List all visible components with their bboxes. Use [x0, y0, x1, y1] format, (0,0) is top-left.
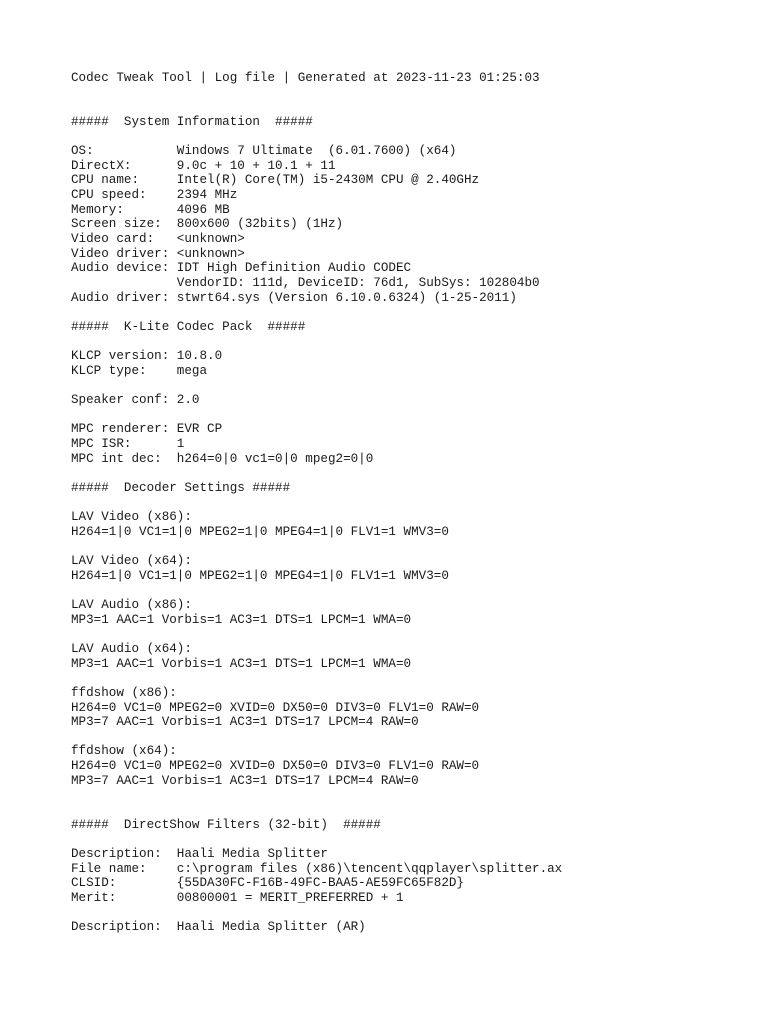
log-line: File name: c:\program files (x86)\tencent\qqplayer\splitter.ax [71, 861, 563, 876]
log-line: ##### System Information ##### [71, 114, 313, 129]
log-line: Merit: 00800001 = MERIT_PREFERRED + 1 [71, 890, 404, 905]
log-line: H264=1|0 VC1=1|0 MPEG2=1|0 MPEG4=1|0 FLV1=1 WMV3=0 [71, 524, 449, 539]
blank-line [71, 86, 751, 101]
log-line: Description: Haali Media Splitter [71, 846, 328, 861]
blank-line [71, 788, 751, 803]
blank-line [71, 730, 751, 745]
blank-line [71, 496, 751, 511]
log-line: ffdshow (x86): [71, 685, 177, 700]
blank-line [71, 378, 751, 393]
log-line: Audio driver: stwrt64.sys (Version 6.10.0.6324) (1-25-2011) [71, 290, 517, 305]
log-line: KLCP version: 10.8.0 [71, 349, 223, 364]
blank-line [71, 305, 751, 320]
log-line: LAV Audio (x86): [71, 598, 192, 613]
log-line: LAV Video (x86): [71, 510, 192, 525]
log-line: OS: Windows 7 Ultimate (6.01.7600) (x64) [71, 144, 457, 159]
log-line: Screen size: 800x600 (32bits) (1Hz) [71, 217, 344, 232]
blank-line [71, 832, 751, 847]
blank-line [71, 671, 751, 686]
blank-line [71, 100, 751, 115]
log-line: H264=0 VC1=0 MPEG2=0 XVID=0 DX50=0 DIV3=0 FLV1=0 RAW=0 [71, 700, 480, 715]
log-line: Codec Tweak Tool | Log file | Generated at 2023-11-23 01:25:03 [71, 71, 540, 85]
log-line: CLSID: {55DA30FC-F16B-49FC-BAA5-AE59FC65F82D} [71, 876, 464, 891]
log-line: Speaker conf: 2.0 [71, 393, 200, 408]
log-line: Description: Haali Media Splitter (AR) [71, 920, 366, 935]
log-line: KLCP type: mega [71, 363, 208, 378]
log-line: MP3=1 AAC=1 Vorbis=1 AC3=1 DTS=1 LPCM=1 WMA=0 [71, 612, 412, 627]
log-line: Video card: <unknown> [71, 232, 245, 247]
log-line: MP3=7 AAC=1 Vorbis=1 AC3=1 DTS=17 LPCM=4 RAW=0 [71, 715, 419, 730]
log-line: MPC ISR: 1 [71, 437, 185, 452]
blank-line [71, 627, 751, 642]
log-line: ##### Decoder Settings ##### [71, 480, 291, 495]
log-line: ffdshow (x64): [71, 744, 177, 759]
log-line: ##### DirectShow Filters (32-bit) ##### [71, 817, 381, 832]
blank-line [71, 335, 751, 350]
log-line: VendorID: 111d, DeviceID: 76d1, SubSys: 102804b0 [71, 275, 540, 290]
log-line: H264=1|0 VC1=1|0 MPEG2=1|0 MPEG4=1|0 FLV1=1 WMV3=0 [71, 568, 449, 583]
blank-line [71, 583, 751, 598]
blank-line [71, 130, 751, 145]
log-line: MPC int dec: h264=0|0 vc1=0|0 mpeg2=0|0 [71, 451, 374, 466]
log-document [71, 71, 751, 935]
log-line: H264=0 VC1=0 MPEG2=0 XVID=0 DX50=0 DIV3=0 FLV1=0 RAW=0 [71, 759, 480, 774]
blank-line [71, 906, 751, 921]
log-line: MP3=1 AAC=1 Vorbis=1 AC3=1 DTS=1 LPCM=1 WMA=0 [71, 656, 412, 671]
log-line: Audio device: IDT High Definition Audio CODEC [71, 261, 412, 276]
log-line: Memory: 4096 MB [71, 202, 230, 217]
blank-line [71, 466, 751, 481]
blank-line [71, 540, 751, 555]
log-line: MPC renderer: EVR CP [71, 422, 223, 437]
log-line: CPU name: Intel(R) Core(TM) i5-2430M CPU @ 2.40GHz [71, 173, 480, 188]
log-line: LAV Audio (x64): [71, 641, 192, 656]
blank-line [71, 803, 751, 818]
log-line: LAV Video (x64): [71, 554, 192, 569]
blank-line [71, 408, 751, 423]
log-line: CPU speed: 2394 MHz [71, 188, 238, 203]
log-line: DirectX: 9.0c + 10 + 10.1 + 11 [71, 158, 336, 173]
log-line: MP3=7 AAC=1 Vorbis=1 AC3=1 DTS=17 LPCM=4 RAW=0 [71, 773, 419, 788]
log-line: Video driver: <unknown> [71, 246, 245, 261]
log-line: ##### K-Lite Codec Pack ##### [71, 319, 306, 334]
